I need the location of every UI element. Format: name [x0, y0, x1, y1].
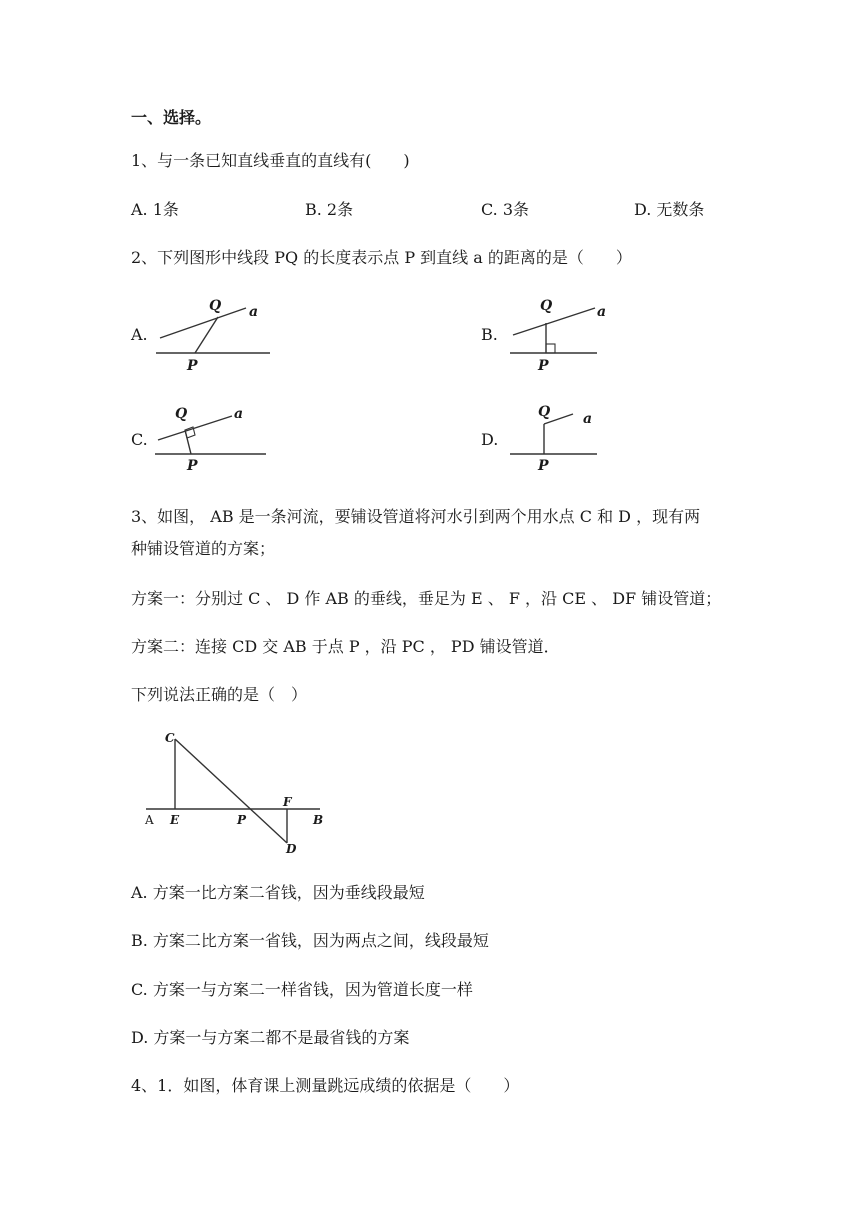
q2-option-a-label: A.: [131, 325, 148, 344]
q2-option-d-label: D.: [481, 430, 499, 449]
point-p-label: P: [538, 458, 549, 474]
q3-option-d: D. 方案一与方案二都不是最省钱的方案: [131, 1028, 410, 1047]
q1-option-c: C. 3条: [481, 200, 530, 219]
q1-option-a: A. 1条: [131, 200, 179, 219]
q2-stem: 2、下列图形中线段 PQ 的长度表示点 P 到直线 a 的距离的是（ ）: [131, 248, 632, 267]
q2-figure-b: [505, 290, 625, 375]
q3-stem-line2: 种铺设管道的方案；: [131, 539, 276, 558]
point-p-label: P: [538, 358, 549, 374]
q1-stem: 1、与一条已知直线垂直的直线有( ): [131, 151, 410, 170]
q3-plan1: 方案一：分别过 C 、 D 作 AB 的垂线，垂足为 E 、 F ，沿 CE 、 DF 铺设管道；: [131, 589, 722, 608]
q1-option-b: B. 2条: [305, 200, 354, 219]
point-a-label: A: [145, 813, 154, 827]
line-a-label: a: [249, 304, 259, 320]
q3-question: 下列说法正确的是（ ）: [131, 685, 308, 704]
q2-figure-d: [505, 396, 625, 476]
q3-option-c: C. 方案一与方案二一样省钱，因为管道长度一样: [131, 980, 473, 999]
q3-option-b: B. 方案二比方案一省钱，因为两点之间，线段最短: [131, 931, 489, 950]
q3-stem-line1: 3、如图， AB 是一条河流，要铺设管道将河水引到两个用水点 C 和 D ，现有两: [131, 507, 701, 526]
q2-figure-a: [150, 290, 280, 375]
section-title: 一、选择。: [131, 108, 212, 127]
point-d-label: D: [286, 842, 297, 856]
point-b-label: B: [313, 813, 324, 827]
q3-plan2: 方案二：连接 CD 交 AB 于点 P ，沿 PC ， PD 铺设管道．: [131, 637, 560, 656]
q2-figure-c: [150, 396, 280, 476]
q3-option-a: A. 方案一比方案二省钱，因为垂线段最短: [131, 883, 425, 902]
point-p-label: P: [187, 458, 198, 474]
point-q-label: Q: [540, 298, 553, 314]
point-q-label: Q: [175, 406, 188, 422]
q1-option-d: D. 无数条: [634, 200, 705, 219]
point-q-label: Q: [538, 404, 551, 420]
q2-option-c-label: C.: [131, 430, 148, 449]
line-a-label: a: [597, 304, 607, 320]
point-f-label: F: [283, 795, 292, 809]
point-p-label: P: [187, 358, 198, 374]
point-q-label: Q: [209, 298, 222, 314]
point-p-label: P: [237, 813, 247, 827]
line-a-label: a: [234, 406, 244, 422]
q3-river-figure: [140, 725, 340, 860]
line-a-label: a: [583, 411, 593, 427]
q4-stem: 4、1．如图，体育课上测量跳远成绩的依据是（ ）: [131, 1076, 520, 1095]
point-e-label: E: [170, 813, 180, 827]
q2-option-b-label: B.: [481, 325, 498, 344]
point-c-label: C: [165, 731, 175, 745]
